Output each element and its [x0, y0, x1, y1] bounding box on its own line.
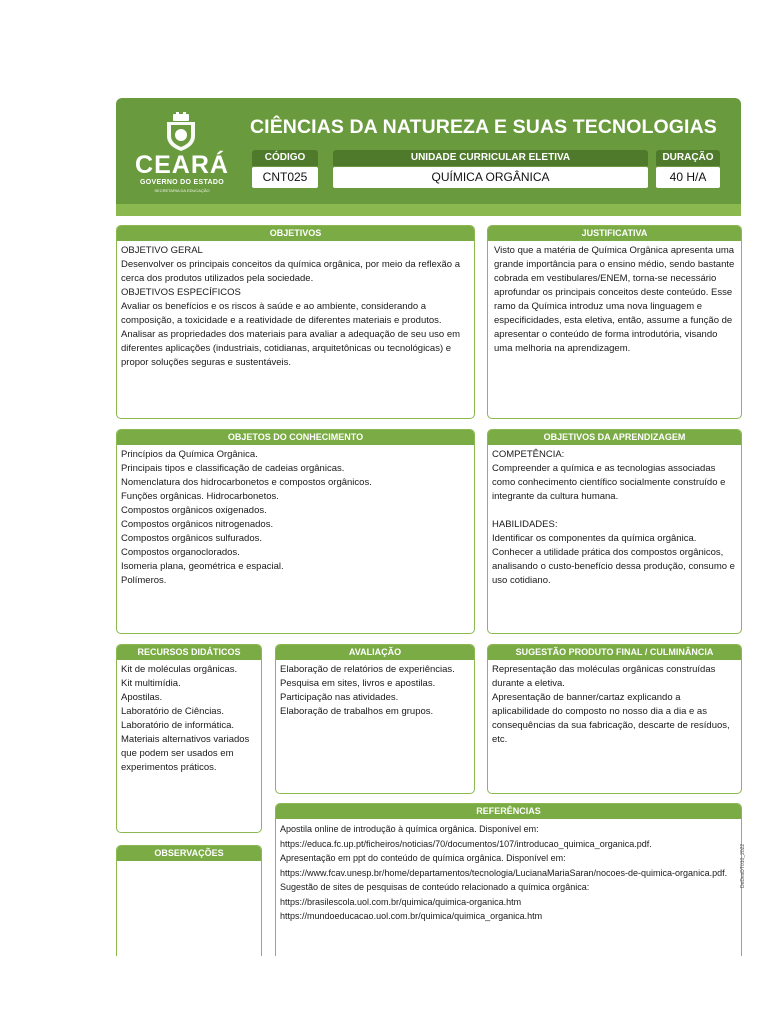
objetos-box: [116, 429, 475, 634]
sugestao-title: SUGESTÃO PRODUTO FINAL / CULMINÂNCIA: [488, 645, 741, 660]
objeto-item: Compostos orgânicos nitrogenados.: [121, 519, 274, 530]
referencia-item: Apostila online de introdução à química orgânica. Disponível em:: [280, 824, 539, 834]
objetivos-box: [116, 225, 475, 419]
sugestao-body: [488, 660, 741, 750]
header-banner: [116, 98, 741, 204]
referencias-body: [276, 819, 741, 927]
sugestao-box: [487, 644, 742, 794]
recursos-box: [116, 644, 262, 833]
avaliacao-item: Pesquisa em sites, livros e apostilas.: [280, 678, 436, 689]
recurso-item: Laboratório de Ciências.: [121, 706, 224, 717]
logo-secretaria: SECRETARIA DA EDUCAÇÃO: [154, 188, 210, 193]
habilidades-label: HABILIDADES:: [492, 519, 558, 530]
habilidade-item: Identificar os componentes da química orgânica.: [492, 533, 697, 544]
avaliacao-body: [276, 660, 474, 722]
objetivos-title: OBJETIVOS: [117, 226, 474, 241]
objetos-body: [117, 445, 474, 591]
justificativa-box: [487, 225, 742, 419]
avaliacao-title: AVALIAÇÃO: [276, 645, 474, 660]
avaliacao-item: Participação nas atividades.: [280, 692, 399, 703]
referencia-link: https://www.fcav.unesp.br/home/departamentos/tecnologia/LucianaMariaSaran/nocoes-de-quimica-organica.pdf.: [280, 867, 728, 878]
duracao-value: 40 H/A: [656, 167, 720, 188]
objetivos-body: [117, 241, 474, 373]
duracao-label: DURAÇÃO: [656, 150, 720, 166]
objetivo-geral-label: OBJETIVO GERAL: [121, 245, 203, 256]
objetos-title: OBJETOS DO CONHECIMENTO: [117, 430, 474, 445]
document-side-code: DeDesDT010_2022: [740, 843, 746, 888]
logo-subtitle: GOVERNO DO ESTADO: [140, 179, 224, 186]
recurso-item: Kit multimídia.: [121, 678, 181, 689]
avaliacao-item: Elaboração de relatórios de experiências.: [280, 664, 455, 675]
sugestao-item: Apresentação de banner/cartaz explicando a aplicabilidade do composto no nosso dia a dia e as consequências da sua fabricação, descarte de resíduos, etc.: [492, 692, 730, 745]
objeto-item: Compostos orgânicos oxigenados.: [121, 505, 267, 516]
objeto-item: Principais tipos e classificação de cadeias orgânicas.: [121, 463, 345, 474]
recurso-item: Materiais alternativos variados que podem ser usados em experimentos práticos.: [121, 734, 250, 773]
recurso-item: Kit de moléculas orgânicas.: [121, 664, 238, 675]
recurso-item: Laboratório de informática.: [121, 720, 235, 731]
justificativa-body: [488, 241, 741, 359]
observacoes-box: [116, 845, 262, 956]
competencia-label: COMPETÊNCIA:: [492, 449, 565, 460]
objetivos-especificos-label: OBJETIVOS ESPECÍFICOS: [121, 287, 241, 298]
referencia-link: https://brasilescola.uol.com.br/quimica/quimica-organica.htm: [280, 896, 522, 907]
competencia-text: Compreender a química e as tecnologias associadas como conhecimento científico socialmente construído e integrante da cultura humana.: [492, 463, 726, 502]
recursos-title: RECURSOS DIDÁTICOS: [117, 645, 261, 660]
aprendizagem-title: OBJETIVOS DA APRENDIZAGEM: [488, 430, 741, 445]
objeto-item: Polímeros.: [121, 575, 167, 586]
codigo-label: CÓDIGO: [252, 150, 318, 166]
sugestao-item: Representação das moléculas orgânicas construídas durante a eletiva.: [492, 664, 716, 689]
justificativa-title: JUSTIFICATIVA: [488, 226, 741, 241]
aprendizagem-box: [487, 429, 742, 634]
referencia-item: Apresentação em ppt do conteúdo de química orgânica. Disponível em:: [280, 853, 566, 863]
objeto-item: Funções orgânicas. Hidrocarbonetos.: [121, 491, 279, 502]
avaliacao-box: [275, 644, 475, 794]
avaliacao-item: Elaboração de trabalhos em grupos.: [280, 706, 434, 717]
observacoes-title: OBSERVAÇÕES: [117, 846, 261, 861]
objeto-item: Princípios da Química Orgânica.: [121, 449, 258, 460]
objeto-item: Nomenclatura dos hidrocarbonetos e compostos orgânicos.: [121, 477, 372, 488]
ceara-coat-of-arms-icon: [163, 112, 199, 152]
justificativa-text: Visto que a matéria de Química Orgânica apresenta uma grande importância para o ensino médio, sendo bastante cobrada em vestibulares/ENEM, torna-se necessário aprofundar os principais conceitos deste conteúdo. Esse ramo da Química introduz uma nova linguagem e especificidades, esta eletiva, então, assume a função de apresentar o conteúdo de forma introdutória, visando uma melhoria na aprendizagem.: [494, 245, 735, 354]
referencia-item: Sugestão de sites de pesquisas de conteúdo relacionado a química orgânica:: [280, 882, 590, 892]
objetivo-especifico-1: Avaliar os benefícios e os riscos à saúde e ao ambiente, considerando a composição, a toxicidade e a reatividade de diferentes materiais e produtos.: [121, 301, 442, 326]
objetivo-geral-text: Desenvolver os principais conceitos da química orgânica, por meio da reflexão a cerca dos produtos utilizados pela sociedade.: [121, 259, 461, 284]
objeto-item: Compostos organoclorados.: [121, 547, 240, 558]
logo-name: CEARÁ: [135, 151, 229, 179]
referencia-link: https://educa.fc.up.pt/ficheiros/noticias/70/documentos/107/introducao_quimica_organica.pdf.: [280, 838, 652, 849]
recursos-body: [117, 660, 261, 778]
referencias-title: REFERÊNCIAS: [276, 804, 741, 819]
codigo-value: CNT025: [252, 167, 318, 188]
referencia-link: https://mundoeducacao.uol.com.br/quimica/quimica_organica.htm: [280, 911, 543, 921]
objetivo-especifico-2: Analisar as propriedades dos materiais para avaliar a adequação de seu uso em diferentes aplicações (industriais, cotidianas, arquitetônicas ou tecnológicas) e propor soluções seguras e sustentáveis.: [121, 329, 461, 368]
recurso-item: Apostilas.: [121, 692, 163, 703]
logo: [130, 152, 234, 194]
page-title: CIÊNCIAS DA NATUREZA E SUAS TECNOLOGIAS: [250, 116, 717, 138]
referencias-box: [275, 803, 742, 956]
unidade-value: QUÍMICA ORGÂNICA: [333, 167, 648, 188]
aprendizagem-body: [488, 445, 741, 591]
unidade-label: UNIDADE CURRICULAR ELETIVA: [333, 150, 648, 166]
header-stripe: [116, 204, 741, 216]
objeto-item: Compostos orgânicos sulfurados.: [121, 533, 262, 544]
habilidade-item: Conhecer a utilidade prática dos compostos orgânicos, analisando o custo-benefício dessa produção, consumo e uso cotidiano.: [492, 547, 735, 586]
objeto-item: Isomeria plana, geométrica e espacial.: [121, 561, 284, 572]
